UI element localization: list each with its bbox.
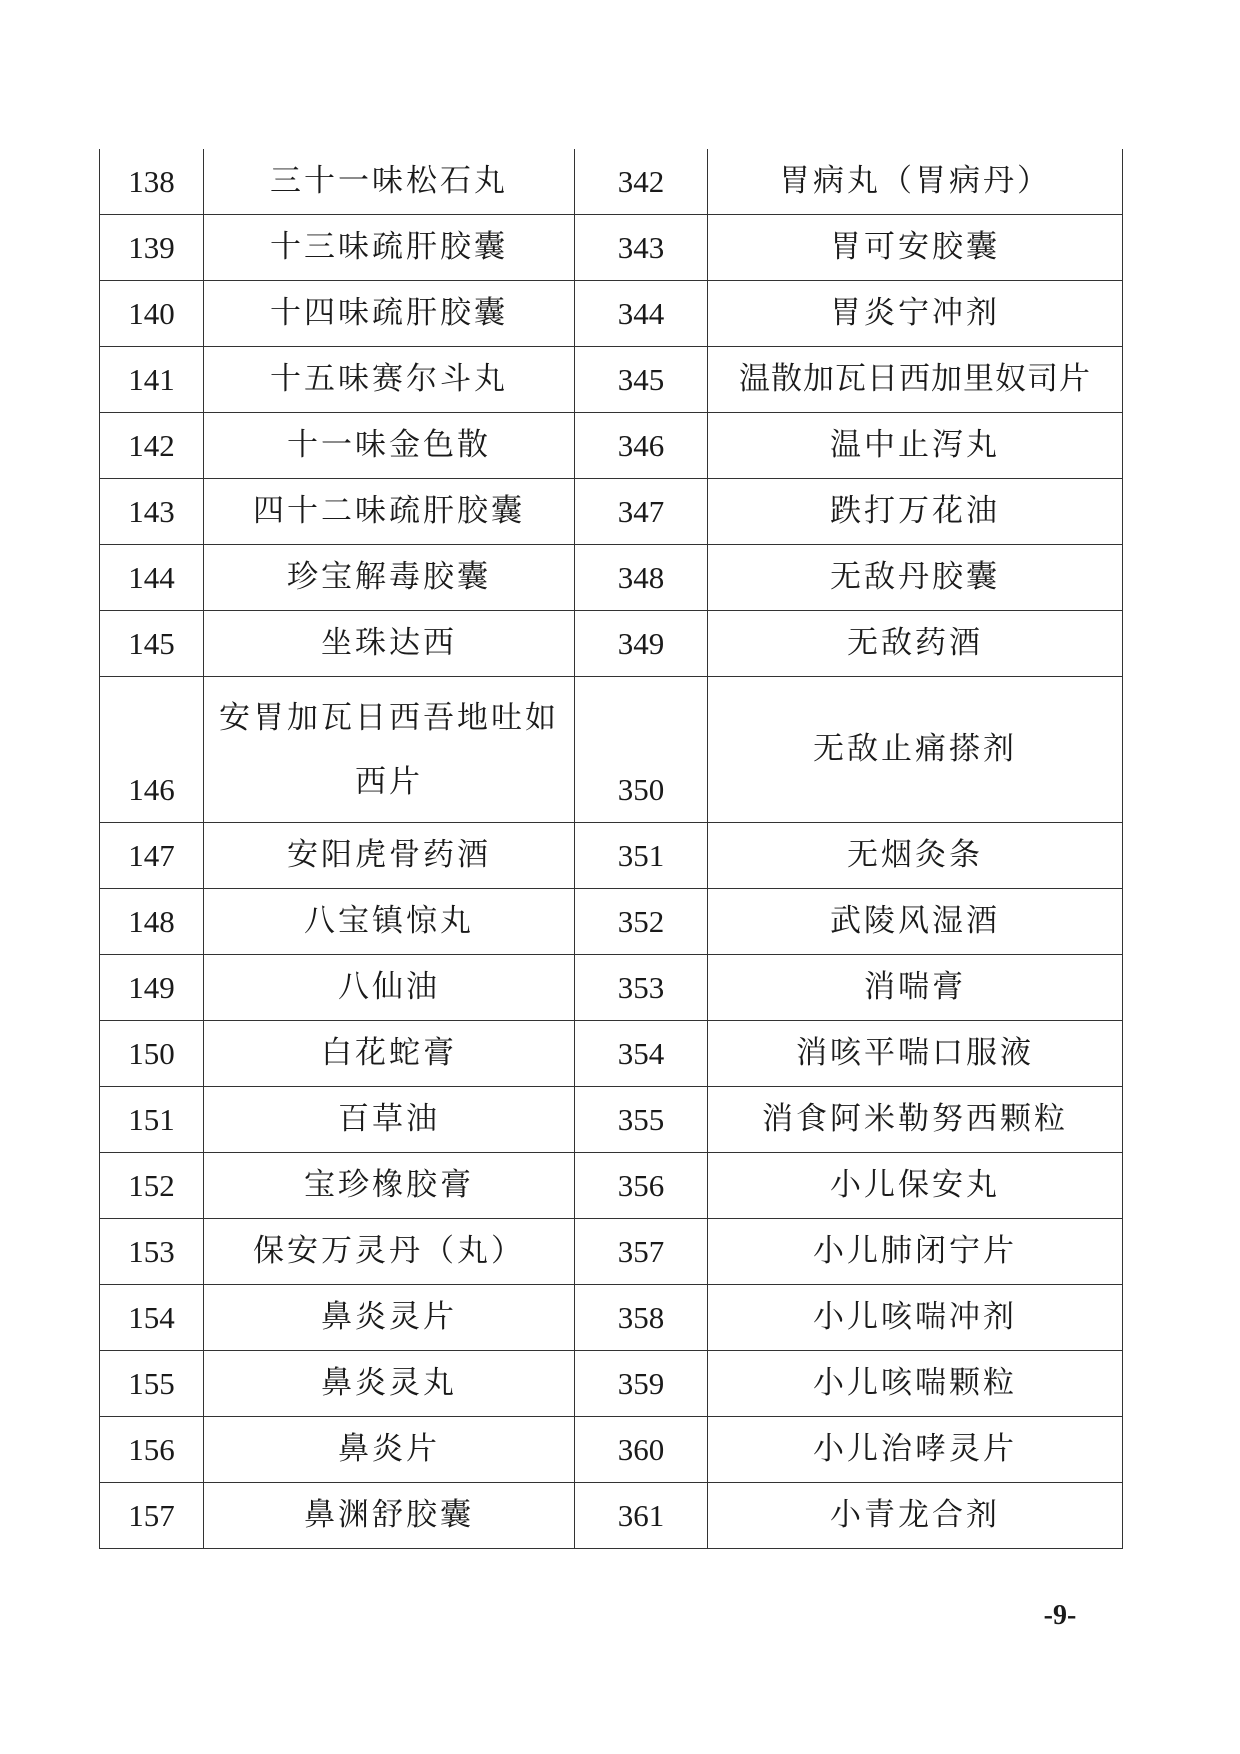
left-name-cell: 十五味赛尔斗丸 [204, 347, 575, 413]
right-name-cell: 武陵风湿酒 [708, 889, 1123, 955]
left-name-cell: 鼻渊舒胶囊 [204, 1483, 575, 1549]
left-number-cell: 154 [100, 1285, 204, 1351]
left-number-cell: 156 [100, 1417, 204, 1483]
left-number-cell: 153 [100, 1219, 204, 1285]
left-number-cell: 144 [100, 545, 204, 611]
right-number-cell: 358 [575, 1285, 708, 1351]
right-name-cell: 小儿咳喘颗粒 [708, 1351, 1123, 1417]
table-row [100, 413, 1123, 479]
table-row [100, 1153, 1123, 1219]
left-name-cell: 坐珠达西 [204, 611, 575, 677]
table-row [100, 281, 1123, 347]
left-name-line-1: 安胃加瓦日西吾地吐如 [219, 699, 559, 736]
left-name-cell: 十一味金色散 [204, 413, 575, 479]
left-number-cell: 151 [100, 1087, 204, 1153]
left-number-cell: 142 [100, 413, 204, 479]
left-name-cell: 百草油 [204, 1087, 575, 1153]
left-name-cell: 四十二味疏肝胶囊 [204, 479, 575, 545]
table-row [100, 149, 1123, 215]
table-row [100, 1351, 1123, 1417]
left-name-cell: 八仙油 [204, 955, 575, 1021]
left-number-cell: 140 [100, 281, 204, 347]
right-name-cell: 无敌止痛搽剂 [708, 677, 1123, 823]
right-name-cell: 无敌丹胶囊 [708, 545, 1123, 611]
right-number-cell: 352 [575, 889, 708, 955]
right-number-cell: 347 [575, 479, 708, 545]
table-row [100, 215, 1123, 281]
left-name-line-2: 西片 [355, 763, 423, 800]
right-number-cell: 355 [575, 1087, 708, 1153]
table-row [100, 677, 1123, 823]
table-row [100, 1285, 1123, 1351]
left-number-cell: 138 [100, 149, 204, 215]
left-name-cell: 鼻炎灵丸 [204, 1351, 575, 1417]
left-name-cell: 三十一味松石丸 [204, 149, 575, 215]
left-number-cell: 149 [100, 955, 204, 1021]
left-name-cell: 十四味疏肝胶囊 [204, 281, 575, 347]
table-row [100, 1417, 1123, 1483]
left-number-cell: 143 [100, 479, 204, 545]
left-name-cell: 鼻炎灵片 [204, 1285, 575, 1351]
right-name-cell: 消咳平喘口服液 [708, 1021, 1123, 1087]
table-row [100, 347, 1123, 413]
right-name-cell: 小儿治哮灵片 [708, 1417, 1123, 1483]
left-number-cell: 155 [100, 1351, 204, 1417]
left-name-cell: 白花蛇膏 [204, 1021, 575, 1087]
left-number-cell: 145 [100, 611, 204, 677]
right-name-cell: 消喘膏 [708, 955, 1123, 1021]
left-number-cell: 141 [100, 347, 204, 413]
table-row [100, 889, 1123, 955]
right-name-cell: 胃可安胶囊 [708, 215, 1123, 281]
right-number-cell: 342 [575, 149, 708, 215]
page-number: -9- [1043, 1600, 1077, 1631]
right-name-cell: 小青龙合剂 [708, 1483, 1123, 1549]
left-number-cell: 150 [100, 1021, 204, 1087]
table-row [100, 1219, 1123, 1285]
right-name-cell: 无烟灸条 [708, 823, 1123, 889]
left-name-cell: 安阳虎骨药酒 [204, 823, 575, 889]
right-number-cell: 354 [575, 1021, 708, 1087]
right-name-cell: 胃病丸（胃病丹） [708, 149, 1123, 215]
left-name-cell: 十三味疏肝胶囊 [204, 215, 575, 281]
left-name-cell: 鼻炎片 [204, 1417, 575, 1483]
medicine-list-table [99, 149, 1123, 1549]
table-row [100, 1021, 1123, 1087]
right-name-cell: 温散加瓦日西加里奴司片 [708, 347, 1123, 413]
left-name-cell: 保安万灵丹（丸） [204, 1219, 575, 1285]
table-row [100, 545, 1123, 611]
right-number-cell: 356 [575, 1153, 708, 1219]
left-number-cell: 152 [100, 1153, 204, 1219]
right-number-cell: 345 [575, 347, 708, 413]
right-name-cell: 小儿保安丸 [708, 1153, 1123, 1219]
table-body [100, 149, 1123, 1549]
right-name-cell: 温中止泻丸 [708, 413, 1123, 479]
right-number-cell: 349 [575, 611, 708, 677]
left-name-cell [204, 677, 575, 823]
table-row [100, 1087, 1123, 1153]
right-number-cell: 351 [575, 823, 708, 889]
right-name-cell: 跌打万花油 [708, 479, 1123, 545]
right-name-cell: 胃炎宁冲剂 [708, 281, 1123, 347]
left-name-cell: 八宝镇惊丸 [204, 889, 575, 955]
right-name-cell: 小儿咳喘冲剂 [708, 1285, 1123, 1351]
right-number-cell: 346 [575, 413, 708, 479]
table-row [100, 479, 1123, 545]
right-name-cell: 无敌药酒 [708, 611, 1123, 677]
table-row [100, 955, 1123, 1021]
left-name-cell: 珍宝解毒胶囊 [204, 545, 575, 611]
left-number-cell: 157 [100, 1483, 204, 1549]
right-name-cell: 消食阿米勒努西颗粒 [708, 1087, 1123, 1153]
right-number-cell: 343 [575, 215, 708, 281]
right-name-cell: 小儿肺闭宁片 [708, 1219, 1123, 1285]
table-row [100, 611, 1123, 677]
left-number-cell: 146 [100, 677, 204, 823]
right-number-cell: 344 [575, 281, 708, 347]
right-number-cell: 350 [575, 677, 708, 823]
right-number-cell: 360 [575, 1417, 708, 1483]
left-number-cell: 139 [100, 215, 204, 281]
right-number-cell: 348 [575, 545, 708, 611]
left-name-cell: 宝珍橡胶膏 [204, 1153, 575, 1219]
table-row [100, 1483, 1123, 1549]
right-number-cell: 361 [575, 1483, 708, 1549]
table-row [100, 823, 1123, 889]
right-number-cell: 353 [575, 955, 708, 1021]
left-number-cell: 147 [100, 823, 204, 889]
left-number-cell: 148 [100, 889, 204, 955]
right-number-cell: 359 [575, 1351, 708, 1417]
right-number-cell: 357 [575, 1219, 708, 1285]
